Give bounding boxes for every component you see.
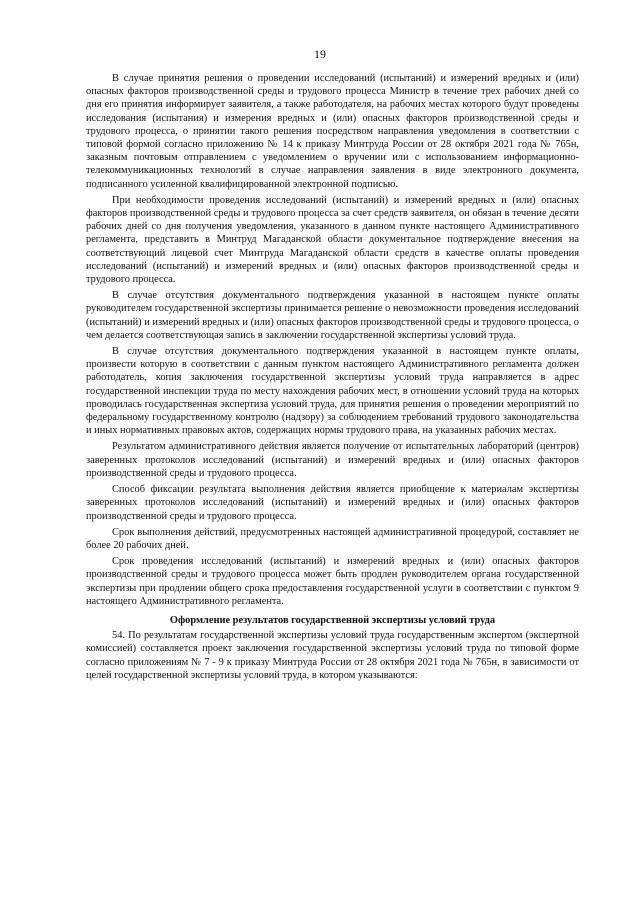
paragraph: В случае принятия решения о проведении исследований (испытаний) и измерений вредных и (или) опасных факторов производственной среды и трудового процесса Министр в течение трех рабочих дней со дня его принятия информирует заявителя, а также работодателя, на рабочих местах которого будут проведены исследования (испытания) и измерения вредных и (или) опасных факторов производственной среды и трудового процесса, о принятии такого решения посредством направления уведомления в соответствии с типовой формой согласно приложению № 14 к приказу Минтруда России от 28 октября 2021 года № 765н, заказным почтовым отправлением с уведомлением о вручении или с использованием информационно-телекоммуникационных технологий в случае направления заявления в виде электронного документа, подписанного усиленной квалифицированной электронной подписью.	[86, 73, 579, 190]
paragraph: Срок проведения исследований (испытаний) и измерений вредных и (или) опасных факторов производственной среды и трудового процесса может быть продлен руководителем органа государственной экспертизы при продлении общего срока предоставления государственной услуги в соответствии с пунктом 9 настоящего Административного регламента.	[86, 556, 579, 607]
paragraph: В случае отсутствия документального подтверждения указанной в настоящем пункте оплаты руководителем государственной экспертизы принимается решение о невозможности проведения исследований (испытаний) и измерений вредных и (или) опасных факторов производственной среды и трудового процесса, о чем делается соответствующая запись в заключении государственной экспертизы условий труда.	[86, 290, 579, 341]
document-body	[86, 72, 579, 685]
page-number: 19	[314, 47, 326, 61]
paragraph: Способ фиксации результата выполнения действия является приобщение к материалам экспертизы заверенных протоколов исследований (испытаний) и измерений вредных и (или) опасных факторов производственной среды и трудового процесса.	[86, 484, 579, 522]
section-heading: Оформление результатов государственной экспертизы условий труда	[169, 614, 496, 626]
item-54: 54. По результатам государственной экспертизы условий труда государственным экспертом (экспертной комиссией) составляется проект заключения государственной экспертизы условий труда по типовой форме согласно приложениям № 7 - 9 к приказу Минтруда России от 28 октября 2021 года № 765н, в зависимости от целей государственной экспертизы условий труда, в котором указываются:	[86, 630, 579, 681]
paragraph: Результатом административного действия является получение от испытательных лабораторий (центров) заверенных протоколов исследований (испытаний) и измерений вредных и (или) опасных факторов производственной среды и трудового процесса.	[86, 441, 579, 479]
paragraph: В случае отсутствия документального подтверждения указанной в настоящем пункте оплаты, произвести которую в соответствии с данным пунктом настоящего Административного регламента должен работодатель, копия заключения государственной экспертизы условий труда направляется в адрес государственной инспекции труда по месту нахождения рабочих мест, в отношении условий труда на которых проводилась государственная экспертиза условий труда, для принятия решения о проведении мероприятий по федеральному государственному контролю (надзору) за соблюдением требований трудового законодательства и иных нормативных правовых актов, содержащих нормы трудового права, на указанных рабочих местах.	[86, 346, 579, 437]
paragraph: При необходимости проведения исследований (испытаний) и измерений вредных и (или) опасных факторов производственной среды и трудового процесса за счет средств заявителя, он обязан в течение десяти рабочих дней со дня получения уведомления, указанного в данном пункте настоящего Административного регламента, представить в Минтруд Магаданской области документальное подтверждение внесения на соответствующий лицевой счет Минтруда Магаданской области средств в качестве оплаты проведения исследований (испытаний) и измерений вредных и (или) опасных факторов производственной среды и трудового процесса.	[86, 194, 579, 286]
paragraph: Срок выполнения действий, предусмотренных настоящей административной процедурой, составляет не более 20 рабочих дней.	[86, 526, 579, 551]
